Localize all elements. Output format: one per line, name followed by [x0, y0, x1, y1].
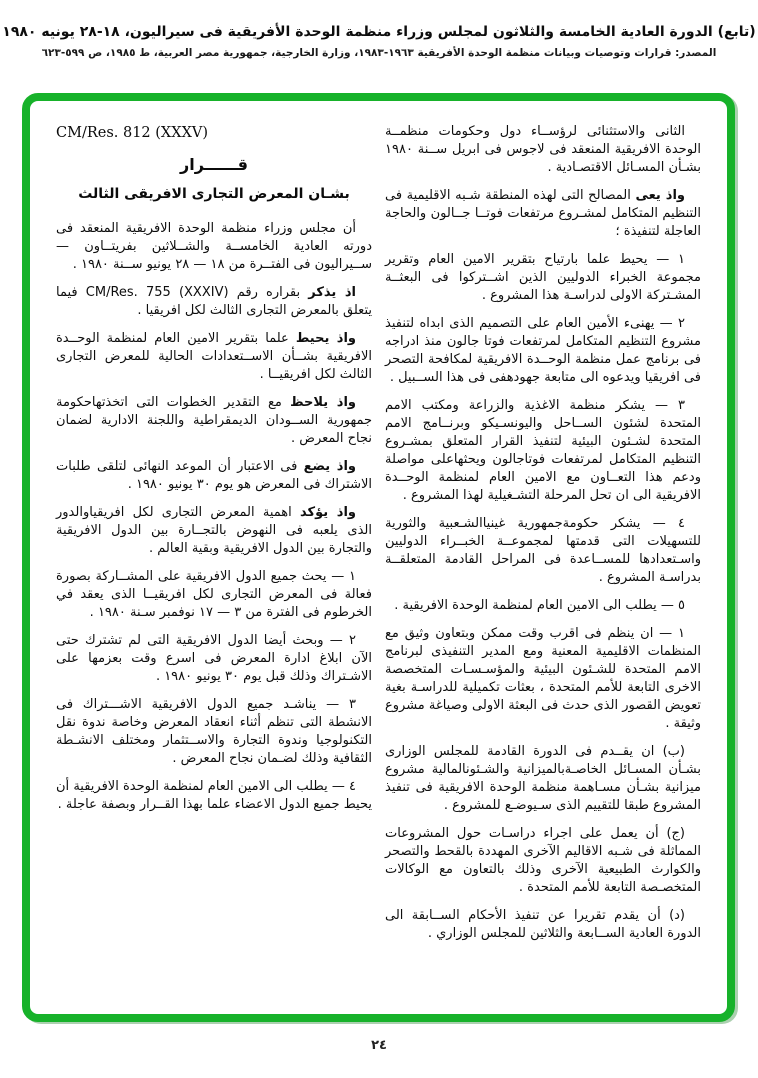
paragraph-text: ٢ — وبحث أيضا الدول الافريقية التى لم تشترك حتى الآن ابلاغ ادارة المعرض فى اسرع وقت بعزمها على الاشـتراك وذلك قبل يوم ٣٠ يونيو ١٩٨٠ . [56, 633, 372, 684]
header-source-line: المصدر: قرارات وتوصيات وبيانات منظمة الوحدة الأفريقية ١٩٦٣-١٩٨٣، وزارة الخارجية، جمهورية مصر العربية، ط ١٩٨٥، ص ٥٩٩-٦٢٣ [41, 47, 717, 59]
resolution-subtitle: بشـان المعرض التجارى الافريقى الثالث [78, 186, 350, 202]
paragraph-text: ١ — يحث جميع الدول الافريقية على المشــاركة بصورة فعالة فى المعرض التجارى لكل افريقيــا الذى يعقد في الخرطوم فى الفترة من ٣ — ١٧ نوفمبر سـنة ١٩٨٠ . [56, 569, 372, 620]
right-column [385, 123, 701, 1000]
paragraph-text: ٣ — يناشـد جميع الدول الافريقية الاشـــتراك فى الانشطة التى تنظم أثناء انعقاد المعرض وخاصة ندوة نقل التكنولوجيا وندوة التجارة والاســتثمار ومختلف الانشـطة الثقافية وذلك لضـمان نجاح المعرض . [56, 697, 372, 766]
paragraph-text: (ج) أن يعمل على اجراء دراسـات حول المشروعات المماثلة فى شـبه الاقاليم الآخرى المهددة بالقحط والتصحر والكوارث الطبيعية الآخرى وذلك بالتعاون مع الوكالات المتخصـصة التابعة للأمم المتحدة . [385, 826, 701, 895]
paragraph-text: اهمية المعرض التجارى لكل افريقياوالدور الذى يلعبه فى النهوض بالتجــارة بين الدول الافريقية والتجارة بين الدول الافريقية وبقية العالم . [56, 505, 372, 556]
paragraph-lead: واذ يحيط [295, 331, 356, 346]
paragraph [385, 515, 701, 587]
paragraph-lead: واذ يضع [303, 459, 356, 474]
paragraph [56, 284, 372, 320]
paragraph [56, 458, 372, 494]
page-header [0, 24, 758, 59]
paragraph [56, 568, 372, 622]
paragraph [385, 625, 701, 733]
paragraph [385, 907, 701, 943]
two-column-text [30, 101, 727, 1014]
header-citation-line: (تابع) الدورة العادية الخامسة والثلاثون لمجلس وزراء منظمة الوحدة الأفريقية فى سيراليون، ١٨-٢٨ يونيه ١٩٨٠ [2, 24, 756, 40]
paragraph-text: ٥ — يطلب الى الامين العام لمنظمة الوحدة الافريقية . [394, 598, 685, 613]
paragraph-text: ١ — ان ينظم فى اقرب وقت ممكن وبتعاون وثيق مع المنظمات الاقليمية المعنية ومع المدير التنفيذى لبرنامج الامم المتحدة للشـئون البيئية والمؤسـسـات المتخصصة الاخرى التابعة للأمم المتحدة ، بعثات تكميلية للدراسـة بغية تعويض القصور الذى حدث فى البعثة الاولى وصياغة مشروع وثيقة . [385, 626, 701, 731]
paragraph [385, 743, 701, 815]
paragraph-text: بقراره رقم CM/Res. 755 (XXXIV) فيما يتعلق بالمعرض التجارى الثالث لكل افريقيا . [56, 285, 372, 318]
paragraph [385, 315, 701, 387]
paragraph [56, 220, 372, 274]
paragraph-text: (ب) ان يقــدم فى الدورة القادمة للمجلس الوزارى بشـأن المسـائل الخاصـةبالميزانية والشـئونالمالية مشروع ميزانية بشـأن مسـاهمة منظمة الوحدة الافريقية فى تنفيذ المشروع طبقا للتقييم الذى سـيوضـع للمشروع . [385, 744, 701, 813]
paragraph-text: ٢ — يهنىء الأمين العام على التصميم الذى ابداه لتنفيذ مشروع التنظيم المتكامل لمرتفعات فوتا جالون منذ ادراجه فى برنامج عمل منظمة الوحــدة الافريقية لمكافحة التصحر فى افريقيا ويدعوه الى متابعة جهودهفى فى هذا الســبيل . [385, 316, 701, 385]
paragraph-text: ٤ — يطلب الى الامين العام لمنظمة الوحدة الافريقية أن يحيط جميع الدول الاعضاء علما بهذا القــرار وبصفة عاجلة . [56, 779, 372, 812]
paragraph [385, 825, 701, 897]
paragraph [56, 632, 372, 686]
paragraph [56, 504, 372, 558]
paragraph-text: المصالح التى لهذه المنطقة شـبه الاقليمية فى التنظيم المتكامل لمشـروع مرتفعات فوتــا جــالون والحاجة العاجلة لتنفيذة ؛ [385, 188, 701, 239]
paragraph [385, 597, 701, 615]
paragraph-text: علما بتقرير الامين العام لمنظمة الوحــدة الافريقية بشــأن الاســتعدادات الحالية للمعرض التجارى الثالث لكل افريقيــا . [56, 331, 372, 382]
paragraph-lead: اذ يذكر [308, 285, 356, 300]
paragraph-text: مع التقدير الخطوات التى اتخذتهاحكومة جمهورية الســودان الديمقراطية واللجنة الادارية لضمان نجاح المعرض . [56, 395, 372, 446]
paragraph-text: ٤ — يشكر حكومةجمهورية غينياالشـعبية والثورية للتسهيلات التى قدمتها لمجموعــة الخبــراء الدوليين واسـتعدادها للمســاعدة فى المراحل القادمة المتعلقــة بدراسـة المشروع . [385, 516, 701, 585]
paragraph [385, 123, 701, 177]
green-frame [22, 93, 735, 1022]
paragraph-text: ١ — يحيط علما بارتياح بتقرير الامين العام وتقرير مجموعة الخبراء الدوليين الذين اشــتركوا فى البعثــة المشـتركة الاولى لدراسـة هذا المشروع . [385, 252, 701, 303]
paragraph [385, 397, 701, 505]
paragraph-text: فى الاعتبار أن الموعد النهائى لتلقى طلبات الاشتراك فى المعرض هو يوم ٣٠ يونيو ١٩٨٠ . [56, 459, 372, 492]
paragraph-text: أن مجلس وزراء منظمة الوحدة الافريقية المنعقد فى دورته العادية الخامســة والشــلاثين بفريتــاون — ســيراليون فى الفتــرة من ١٨ — ٢٨ يونيو ســنة ١٩٨٠ . [56, 221, 372, 272]
paragraph-lead: واذ يلاحظ [290, 395, 356, 410]
paragraph-lead: واذ يؤكد [300, 505, 356, 520]
paragraph [56, 394, 372, 448]
paragraph-text: (د) أن يقدم تقريرا عن تنفيذ الأحكام الســابقة الى الدورة العادية الســابعة والثلاثين للمجلس الوزاري . [385, 908, 701, 941]
paragraph-text: ٣ — يشكر منظمة الاغذية والزراعة ومكتب الامم المتحدة لشئون الســاحل واليونسـيكو وبرنــامج الامم المتحدة لشـئون البيئية لتنفيذ القرار المتعلق بمشـروع التنظيم المتكامل لمرتفعات فوتاجالون ويحثهاعلى مواصلة ودعم هذا التعــاون مع الامين العام لمنظمة الوحــدة الافريقية الى ان تحل المرحلة التشـغيلية لهذا المشروع . [385, 398, 701, 503]
paragraph-text: الثانى والاستثنائى لرؤســاء دول وحكومات منظمــة الوحدة الافريقية المنعقد فى لاجوس فى ابريل ســنة ١٩٨٠ بشـأن المسـائل الاقتصـادية . [385, 124, 701, 175]
resolution-title: قــــــرار [180, 155, 248, 174]
left-column [56, 123, 372, 1000]
paragraph [385, 187, 701, 241]
doc-ref: CM/Res. 812 (XXXV) [56, 125, 209, 141]
page-number: ٢٤ [371, 1038, 387, 1053]
paragraph [385, 251, 701, 305]
paragraph [56, 778, 372, 814]
paragraph [56, 330, 372, 384]
paragraph-lead: واذ يعى [635, 188, 685, 203]
paragraph [56, 696, 372, 768]
